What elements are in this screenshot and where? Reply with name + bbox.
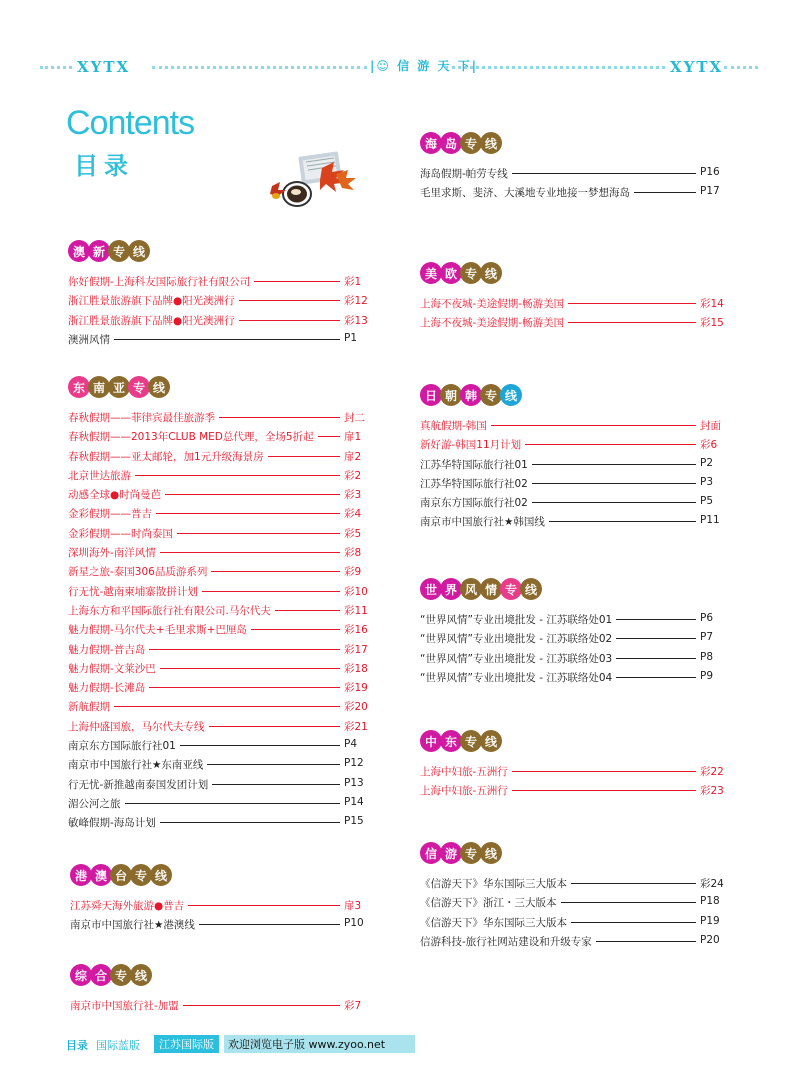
heading-char-circle: 线 [130, 964, 152, 986]
entry-title: 《信游天下》华东国际三大版本 [420, 876, 571, 891]
heading-char-circle: 东 [68, 376, 90, 398]
heading-char-circle: 线 [500, 384, 522, 406]
entry-title: 江苏华特国际旅行社01 [420, 457, 532, 472]
entry-page-number: P15 [344, 815, 364, 828]
entry-page-number: P12 [344, 757, 364, 770]
section-gangao [70, 864, 374, 937]
contents-entry[interactable] [420, 185, 730, 204]
entry-page-number: P10 [344, 917, 364, 930]
entry-page-number: 彩7 [344, 1000, 362, 1012]
contents-entry[interactable] [420, 457, 730, 476]
heading-char-circle: 线 [520, 578, 542, 600]
entry-title: 新好游-韩国11月计划 [420, 437, 525, 452]
entry-page-number: P16 [700, 166, 720, 178]
heading-char-circle: 专 [480, 384, 502, 406]
section-zonghe [70, 964, 374, 1017]
heading-char-circle: 专 [460, 842, 482, 864]
heading-char-circle: 专 [108, 240, 130, 262]
contents-entry[interactable] [68, 796, 374, 815]
entry-page-number: 彩17 [344, 643, 368, 656]
entry-title: 真航假期-韩国 [420, 418, 491, 433]
heading-char-circle: 线 [148, 376, 170, 398]
entry-page-number: 彩16 [344, 624, 368, 637]
contents-entry[interactable] [420, 514, 730, 533]
heading-char-circle: 日 [420, 384, 442, 406]
entry-page-number: P18 [700, 895, 720, 908]
entry-page-number: 彩18 [344, 662, 368, 675]
entry-title: 南京东方国际旅行社02 [420, 495, 532, 510]
entry-page-number: P14 [344, 795, 364, 808]
section-dongnanya [68, 376, 374, 835]
heading-char-circle: 游 [440, 842, 462, 864]
section-heading [70, 864, 374, 888]
contents-entry[interactable] [68, 468, 374, 487]
footer-label-contents: 目录 [66, 1039, 88, 1052]
entry-page-number: 彩11 [344, 604, 368, 617]
contents-entry[interactable] [420, 783, 730, 802]
contents-entry[interactable] [68, 757, 374, 776]
header-band [40, 44, 760, 94]
entry-title: 上海中妇旅-五洲行 [420, 764, 512, 779]
heading-char-circle: 韩 [460, 384, 482, 406]
contents-entry[interactable] [68, 274, 374, 293]
entry-page-number: P19 [700, 914, 720, 927]
contents-entry[interactable] [68, 429, 374, 448]
entry-title: 魅力假期-文莱沙巴 [68, 661, 160, 676]
contents-entry[interactable] [420, 437, 730, 456]
contents-entry[interactable] [68, 584, 374, 603]
entry-title: 上海仲盛国旅，马尔代夫专线 [68, 719, 209, 734]
contents-entry[interactable] [420, 418, 730, 437]
entry-page-number: 封二 [344, 412, 365, 424]
entry-title: 上海不夜城-美途假期-畅游美国 [420, 315, 568, 330]
entry-page-number: 扉3 [344, 900, 362, 912]
heading-char-circle: 界 [440, 578, 462, 600]
contents-entry[interactable] [68, 526, 374, 545]
entry-title: 浙江胜景旅游旗下品牌●阳光澳洲行 [68, 313, 239, 328]
entry-page-number: P2 [700, 456, 714, 469]
footer-edition-box: 江苏国际版 [154, 1035, 219, 1053]
entry-title: 南京市中国旅行社★韩国线 [420, 514, 549, 529]
entry-page-number: 彩21 [344, 720, 368, 733]
entry-title: 魅力假期-普吉岛 [68, 642, 149, 657]
entry-title: 北京世达旅游 [68, 468, 135, 483]
dotted-rule [40, 66, 72, 75]
coffee-leaves-illustration [262, 148, 362, 214]
contents-entry[interactable] [420, 296, 730, 315]
entry-title: 金彩假期——时尚泰国 [68, 526, 177, 541]
entry-title: 澳洲风情 [68, 332, 114, 347]
heading-char-circle: 线 [480, 842, 502, 864]
entry-title: 《信游天下》华东国际三大版本 [420, 915, 571, 930]
heading-char-circle: 专 [460, 730, 482, 752]
contents-entry[interactable] [420, 612, 730, 631]
contents-entry[interactable] [420, 495, 730, 514]
heading-char-circle: 美 [420, 262, 442, 284]
entry-title: 深圳海外-南洋风情 [68, 545, 160, 560]
entry-title: 毛里求斯、斐济、大溪地专业地接一梦想海岛 [420, 185, 634, 200]
section-zhongdong [420, 730, 730, 803]
entry-page-number: 彩20 [344, 701, 368, 714]
heading-char-circle: 线 [480, 730, 502, 752]
entry-title: 浙江胜景旅游旗下品牌●阳光澳洲行 [68, 293, 239, 308]
contents-entry[interactable] [68, 313, 374, 332]
entry-title: 上海中妇旅-五洲行 [420, 783, 512, 798]
heading-char-circle: 东 [440, 730, 462, 752]
contents-entry[interactable] [68, 603, 374, 622]
heading-char-circle: 澳 [68, 240, 90, 262]
entry-title: 春秋假期——2013年CLUB MED总代理，全场5折起 [68, 429, 318, 444]
entry-title: “世界风情”专业出境批发 - 江苏联络处03 [420, 651, 616, 666]
contents-entry[interactable] [420, 631, 730, 650]
entry-page-number: P6 [700, 612, 714, 624]
contents-entry[interactable] [70, 898, 374, 917]
entry-page-number: 彩5 [344, 527, 362, 540]
entry-title: 南京市中国旅行社★东南亚线 [68, 757, 207, 772]
heading-char-circle: 中 [420, 730, 442, 752]
section-xinyou [420, 842, 730, 953]
dotted-rule [152, 66, 367, 75]
entry-title: 魅力假期-长滩岛 [68, 680, 149, 695]
entry-page-number: 彩8 [344, 547, 362, 560]
section-heading [420, 384, 730, 408]
heading-char-circle: 综 [70, 964, 92, 986]
entry-page-number: P17 [700, 185, 720, 198]
brand-mark: |☺ 信 游 天 下| [370, 59, 478, 73]
entry-page-number: 彩2 [344, 469, 362, 482]
heading-char-circle: 台 [110, 864, 132, 886]
heading-char-circle: 线 [128, 240, 150, 262]
heading-char-circle: 新 [88, 240, 110, 262]
entry-page-number: 彩19 [344, 682, 368, 695]
entry-title: 江苏华特国际旅行社02 [420, 476, 532, 491]
section-haidao [420, 132, 730, 205]
entry-page-number: P7 [700, 631, 714, 644]
entry-page-number: 封面 [700, 420, 721, 432]
xytx-mark-left: XYTX [77, 58, 131, 76]
contents-entry[interactable] [68, 449, 374, 468]
entry-title: 敏峰假期-海岛计划 [68, 815, 160, 830]
contents-entry[interactable] [68, 293, 374, 312]
entry-page-number: P11 [700, 514, 720, 527]
entry-page-number: P1 [344, 331, 358, 344]
entry-page-number: 彩10 [344, 585, 368, 598]
entry-page-number: 扉1 [344, 431, 362, 444]
contents-entry[interactable] [68, 738, 374, 757]
contents-entry[interactable] [68, 699, 374, 718]
contents-entry[interactable] [68, 410, 374, 429]
entry-title: 新航假期 [68, 699, 114, 714]
entry-title: 南京市中国旅行社★港澳线 [70, 917, 199, 932]
heading-char-circle: 专 [460, 132, 482, 154]
section-heading [420, 262, 730, 286]
contents-entry[interactable] [68, 622, 374, 641]
entry-page-number: 彩9 [344, 566, 362, 579]
contents-entry[interactable] [420, 895, 730, 914]
footer [0, 1029, 800, 1085]
entry-title: “世界风情”专业出境批发 - 江苏联络处01 [420, 612, 616, 627]
section-heading [68, 376, 374, 400]
xytx-mark-right: XYTX [670, 58, 724, 76]
entry-page-number: 彩12 [344, 295, 368, 308]
section-heading [70, 964, 374, 988]
section-heading [420, 730, 730, 754]
heading-char-circle: 线 [480, 132, 502, 154]
entry-title: 上海东方和平国际旅行社有限公司.马尔代夫 [68, 603, 275, 618]
heading-char-circle: 欧 [440, 262, 462, 284]
contents-entry[interactable] [68, 642, 374, 661]
entry-page-number: 彩14 [700, 298, 724, 310]
entry-page-number: P8 [700, 650, 714, 663]
contents-entry[interactable] [70, 917, 374, 936]
entry-title: 《信游天下》浙江・三大版本 [420, 895, 561, 910]
heading-char-circle: 合 [90, 964, 112, 986]
entry-title: 金彩假期——普吉 [68, 506, 156, 521]
entry-page-number: 扉2 [344, 450, 362, 463]
entry-page-number: 彩3 [344, 489, 362, 502]
section-richaohan [420, 384, 730, 534]
contents-entry[interactable] [68, 545, 374, 564]
contents-entry[interactable] [68, 564, 374, 583]
section-heading [420, 842, 730, 866]
contents-entry[interactable] [420, 934, 730, 953]
heading-char-circle: 岛 [440, 132, 462, 154]
section-heading [420, 132, 730, 156]
heading-char-circle: 专 [128, 376, 150, 398]
contents-entry[interactable] [420, 670, 730, 689]
contents-entry[interactable] [68, 815, 374, 834]
entry-page-number: P9 [700, 669, 714, 682]
contents-entry[interactable] [68, 506, 374, 525]
entry-title: 你好假期-上海科友国际旅行社有限公司 [68, 274, 254, 289]
entry-page-number: 彩23 [700, 785, 724, 798]
heading-char-circle: 南 [88, 376, 110, 398]
entry-title: “世界风情”专业出境批发 - 江苏联络处02 [420, 631, 616, 646]
heading-char-circle: 朝 [440, 384, 462, 406]
contents-entry[interactable] [68, 487, 374, 506]
footer-website-link[interactable]: 欢迎浏览电子版 www.zyoo.net [224, 1035, 415, 1053]
contents-entry[interactable] [70, 998, 374, 1017]
contents-entry[interactable] [420, 476, 730, 495]
section-aozhou [68, 240, 374, 351]
heading-char-circle: 专 [110, 964, 132, 986]
entry-page-number: 彩15 [700, 317, 724, 330]
heading-char-circle: 专 [130, 864, 152, 886]
section-meiou [420, 262, 730, 335]
heading-char-circle: 风 [460, 578, 482, 600]
contents-entry[interactable] [420, 764, 730, 783]
footer-label-edition: 国际蓝版 [96, 1039, 140, 1052]
contents-entry[interactable] [420, 651, 730, 670]
contents-entry[interactable] [68, 680, 374, 699]
contents-entry[interactable] [68, 777, 374, 796]
heading-char-circle: 海 [420, 132, 442, 154]
section-shijie [420, 578, 730, 689]
entry-title: 湄公河之旅 [68, 796, 125, 811]
entry-title: 动感全球●时尚曼芭 [68, 487, 165, 502]
entry-page-number: P5 [700, 495, 714, 508]
entry-title: 南京东方国际旅行社01 [68, 738, 180, 753]
entry-title: 春秋假期——亚太邮轮，加1元升级海景房 [68, 449, 268, 464]
entry-page-number: 彩1 [344, 276, 362, 288]
entry-page-number: P4 [344, 738, 358, 751]
contents-entry[interactable] [68, 661, 374, 680]
dotted-rule [724, 66, 758, 75]
section-heading [420, 578, 730, 602]
contents-entry[interactable] [420, 915, 730, 934]
heading-char-circle: 港 [70, 864, 92, 886]
dotted-rule [445, 66, 665, 75]
contents-entry[interactable] [68, 332, 374, 351]
heading-char-circle: 情 [480, 578, 502, 600]
heading-char-circle: 线 [480, 262, 502, 284]
contents-entry[interactable] [420, 876, 730, 895]
entry-title: 信游科技-旅行社网站建设和升级专家 [420, 934, 596, 949]
entry-title: 江苏舜天海外旅游●普吉 [70, 898, 188, 913]
heading-char-circle: 线 [150, 864, 172, 886]
contents-entry[interactable] [420, 166, 730, 185]
entry-title: 上海不夜城-美途假期-畅游美国 [420, 296, 568, 311]
entry-page-number: 彩13 [344, 314, 368, 327]
contents-title-zh: 目录 [74, 152, 134, 180]
contents-title: Contents [66, 104, 195, 142]
heading-char-circle: 专 [500, 578, 522, 600]
entry-title: 行无忧-新推越南泰国发团计划 [68, 777, 212, 792]
entry-page-number: 彩4 [344, 508, 362, 521]
heading-char-circle: 澳 [90, 864, 112, 886]
entry-title: 南京市中国旅行社-加盟 [70, 998, 183, 1013]
entry-title: “世界风情”专业出境批发 - 江苏联络处04 [420, 670, 616, 685]
contents-entry[interactable] [420, 315, 730, 334]
entry-title: 春秋假期——菲律宾最佳旅游季 [68, 410, 219, 425]
entry-title: 魅力假期-马尔代夫+毛里求斯+巴厘岛 [68, 622, 251, 637]
heading-char-circle: 亚 [108, 376, 130, 398]
heading-char-circle: 专 [460, 262, 482, 284]
entry-title: 新星之旅-泰国306品质游系列 [68, 564, 211, 579]
entry-page-number: P3 [700, 475, 714, 488]
heading-char-circle: 世 [420, 578, 442, 600]
entry-title: 行无忧-越南柬埔寨散拼计划 [68, 584, 202, 599]
heading-char-circle: 信 [420, 842, 442, 864]
entry-page-number: 彩6 [700, 439, 718, 452]
entry-page-number: 彩24 [700, 878, 724, 890]
entry-page-number: P20 [700, 933, 720, 946]
entry-title: 海岛假期-帕劳专线 [420, 166, 512, 181]
section-heading [68, 240, 374, 264]
entry-page-number: 彩22 [700, 766, 724, 778]
contents-entry[interactable] [68, 719, 374, 738]
entry-page-number: P13 [344, 776, 364, 789]
